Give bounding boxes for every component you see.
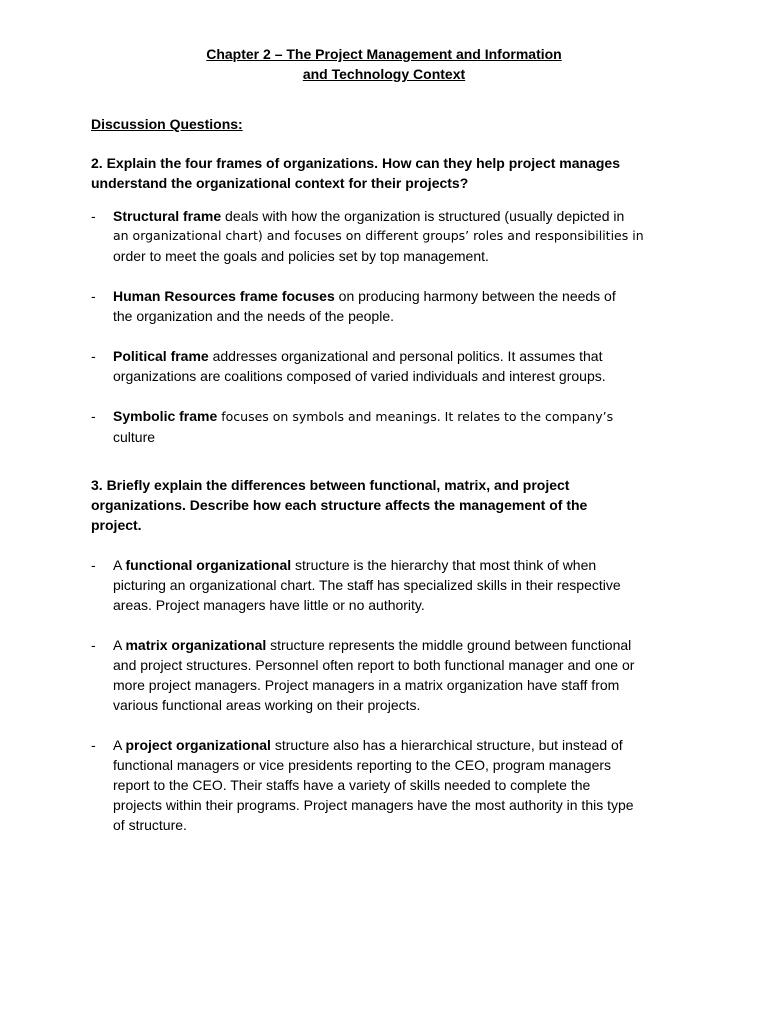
political-frame-line-2: organizations are coalitions composed of varied individuals and interest groups. — [113, 368, 606, 384]
project-prefix: A — [113, 737, 126, 753]
list-dash: - — [91, 208, 96, 224]
list-dash: - — [91, 637, 96, 653]
page-title — [0, 44, 768, 84]
functional-line-1: structure is the hierarchy that most think of when — [291, 557, 597, 573]
project-line-5: of structure. — [113, 817, 187, 833]
symbolic-frame-line-2: culture — [113, 429, 156, 445]
section-heading: Discussion Questions: — [91, 116, 243, 132]
functional-prefix: A — [113, 557, 126, 573]
political-frame-line-1: addresses organizational and personal politics. It assumes that — [208, 348, 603, 364]
list-dash: - — [91, 408, 96, 424]
question-3-line-1: 3. Briefly explain the differences between functional, matrix, and project — [91, 477, 570, 493]
list-item-symbolic-frame — [91, 406, 691, 447]
symbolic-frame-line-1: focuses on symbols and meanings. It relates to the company’s — [217, 409, 614, 424]
question-2 — [91, 153, 691, 193]
functional-line-3: areas. Project managers have little or no authority. — [113, 597, 425, 613]
title-line-2: and Technology Context — [302, 66, 466, 82]
structural-frame-line-2: an organizational chart) and focuses on different groups’ roles and responsibilities in — [113, 228, 644, 243]
list-item-functional-organization — [91, 555, 691, 615]
question-2-line-2: understand the organizational context for their projects? — [91, 175, 469, 191]
project-line-2: functional managers or vice presidents reporting to the CEO, program managers — [113, 757, 612, 773]
matrix-line-3: more project managers. Project managers in a matrix organization have staff from — [113, 677, 620, 693]
project-line-1: structure also has a hierarchical structure, but instead of — [270, 737, 623, 753]
list-dash: - — [91, 348, 96, 364]
list-item-project-organization — [91, 735, 691, 835]
term-political-frame: Political frame — [113, 348, 209, 364]
question-3-line-2: organizations. Describe how each structure affects the management of the — [91, 497, 588, 513]
term-matrix-organizational: matrix organizational — [125, 637, 267, 653]
term-project-organizational: project organizational — [125, 737, 271, 753]
human-resources-frame-line-2: the organization and the needs of the people. — [113, 308, 394, 324]
list-item-human-resources-frame — [91, 286, 691, 326]
structural-frame-line-3: order to meet the goals and policies set by top management. — [113, 248, 489, 264]
human-resources-frame-line-1: on producing harmony between the needs of — [334, 288, 616, 304]
list-dash: - — [91, 737, 96, 753]
project-line-4: projects within their programs. Project managers have the most authority in this type — [113, 797, 634, 813]
structural-frame-line-1: deals with how the organization is structured (usually depicted in — [221, 208, 625, 224]
term-structural-frame: Structural frame — [113, 208, 222, 224]
question-2-line-1: 2. Explain the four frames of organizations. How can they help project manages — [91, 155, 620, 171]
list-dash: - — [91, 288, 96, 304]
question-3-line-3: project. — [91, 517, 142, 533]
term-functional-organizational: functional organizational — [125, 557, 292, 573]
list-dash: - — [91, 557, 96, 573]
term-symbolic-frame: Symbolic frame — [113, 408, 218, 424]
project-line-3: report to the CEO. Their staffs have a variety of skills needed to complete the — [113, 777, 591, 793]
matrix-line-4: various functional areas working on their projects. — [113, 697, 421, 713]
list-item-structural-frame — [91, 206, 691, 266]
question-3 — [91, 475, 691, 535]
term-human-resources-frame: Human Resources frame focuses — [113, 288, 335, 304]
list-item-political-frame — [91, 346, 691, 386]
matrix-line-2: and project structures. Personnel often report to both functional manager and one or — [113, 657, 635, 673]
matrix-prefix: A — [113, 637, 126, 653]
list-item-matrix-organization — [91, 635, 691, 715]
functional-line-2: picturing an organizational chart. The staff has specialized skills in their respective — [113, 577, 621, 593]
matrix-line-1: structure represents the middle ground between functional — [266, 637, 632, 653]
title-line-1: Chapter 2 – The Project Management and Information — [206, 46, 562, 62]
